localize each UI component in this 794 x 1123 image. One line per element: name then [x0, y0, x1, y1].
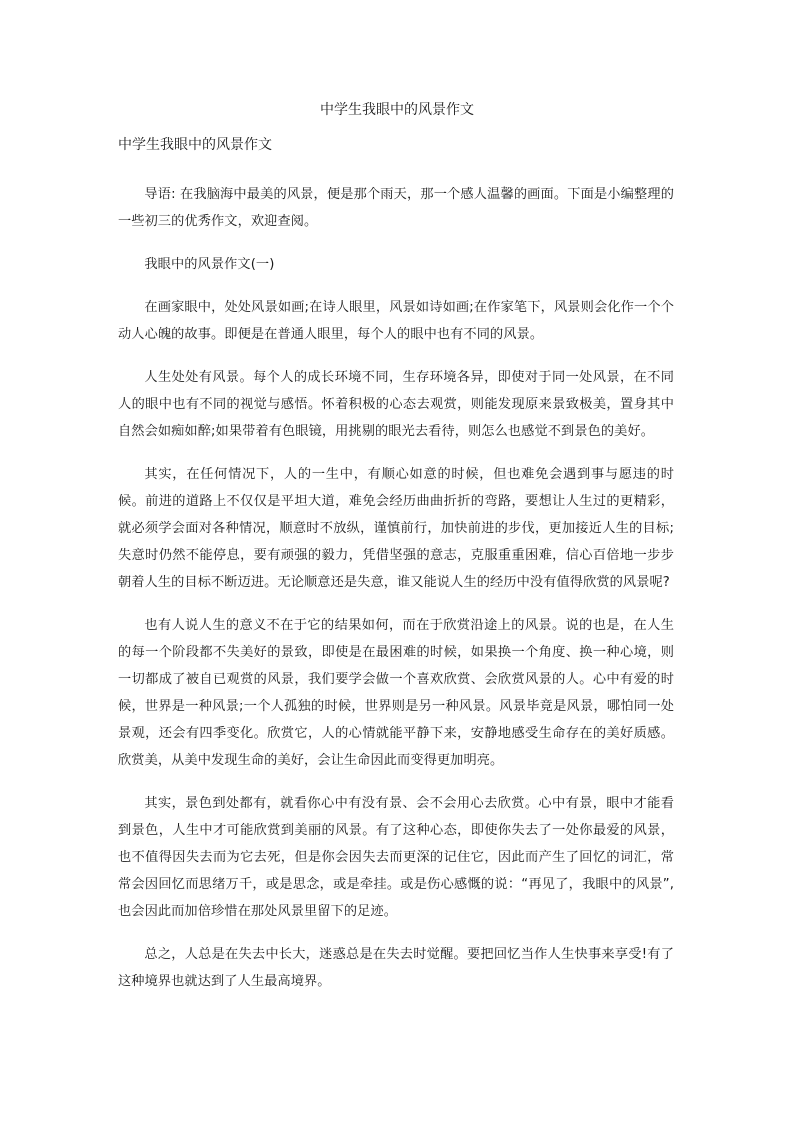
paragraph: 人生处处有风景。每个人的成长环境不同，生存环境各异，即使对于同一处风景，在不同人的眼中也有不同的视觉与感悟。怀着积极的心态去观赏，则能发现原来景致极美，置身其中自然会如痴如醉;如果带着有色眼镜，用挑剔的眼光去看待，则怎么也感觉不到景色的美好。 — [118, 370, 674, 439]
paragraph: 其实，景色到处都有，就看你心中有没有景、会不会用心去欣赏。心中有景，眼中才能看到景色，人生中才可能欣赏到美丽的风景。有了这种心态，即使你失去了一处你最爱的风景，也不值得因失去而为它去死，但是你会因失去而更深的记住它，因此而产生了回忆的词汇，常常会因回忆而思绪万千，或是思念，或是牵挂。或是伤心感慨的说：“再见了，我眼中的风景”,也会因此而加倍珍惜在那处风景里留下的足迹。 — [118, 796, 674, 919]
paragraph-intro: 导语: 在我脑海中最美的风景，便是那个雨天，那一个感人温馨的画面。下面是小编整理的一些初三的优秀作文，欢迎查阅。 — [118, 187, 674, 229]
paragraph: 也有人说人生的意义不在于它的结果如何，而在于欣赏沿途上的风景。说的也是，在人生的每一个阶段都不失美好的景致，即使是在最困难的时候，如果换一个角度、换一种心境，则一切都成了被自已观赏的风景，我们要学会做一个喜欢欣赏、会欣赏风景的人。心中有爱的时候，世界是一种风景;一个人孤独的时候，世界则是另一种风景。风景毕竟是风景，哪怕同一处景观，还会有四季变化。欣赏它，人的心情就能平静下来，安静地感受生命存在的美好质感。欣赏美，从美中发现生命的美好，会让生命因此而变得更加明亮。 — [118, 618, 674, 768]
document-subtitle: 中学生我眼中的风景作文 — [118, 137, 272, 153]
document-body — [118, 181, 674, 1011]
paragraph: 其实，在任何情况下，人的一生中，有顺心如意的时候，但也难免会遇到事与愿违的时候。前进的道路上不仅仅是平坦大道，难免会经历曲曲折折的弯路，要想让人生过的更精彩，就必须学会面对各种情况，顺意时不放纵，谨慎前行，加快前进的步伐，更加接近人生的目标;失意时仍然不能停息，要有顽强的毅力，凭借坚强的意志，克服重重困难，信心百倍地一步步朝着人生的目标不断迈进。无论顺意还是失意，谁又能说人生的经历中没有值得欣赏的风景呢? — [118, 467, 674, 590]
paragraph: 在画家眼中，处处风景如画;在诗人眼里，风景如诗如画;在作家笔下，风景则会化作一个个动人心魄的故事。即便是在普通人眼里，每个人的眼中也有不同的风景。 — [118, 300, 674, 342]
document-title: 中学生我眼中的风景作文 — [320, 102, 474, 118]
section-heading: 我眼中的风景作文(一) — [144, 257, 275, 272]
paragraph-conclusion: 总之，人总是在失去中长大，迷惑总是在失去时觉醒。要把回忆当作人生快事来享受!有了这种境界也就达到了人生最高境界。 — [118, 947, 674, 989]
